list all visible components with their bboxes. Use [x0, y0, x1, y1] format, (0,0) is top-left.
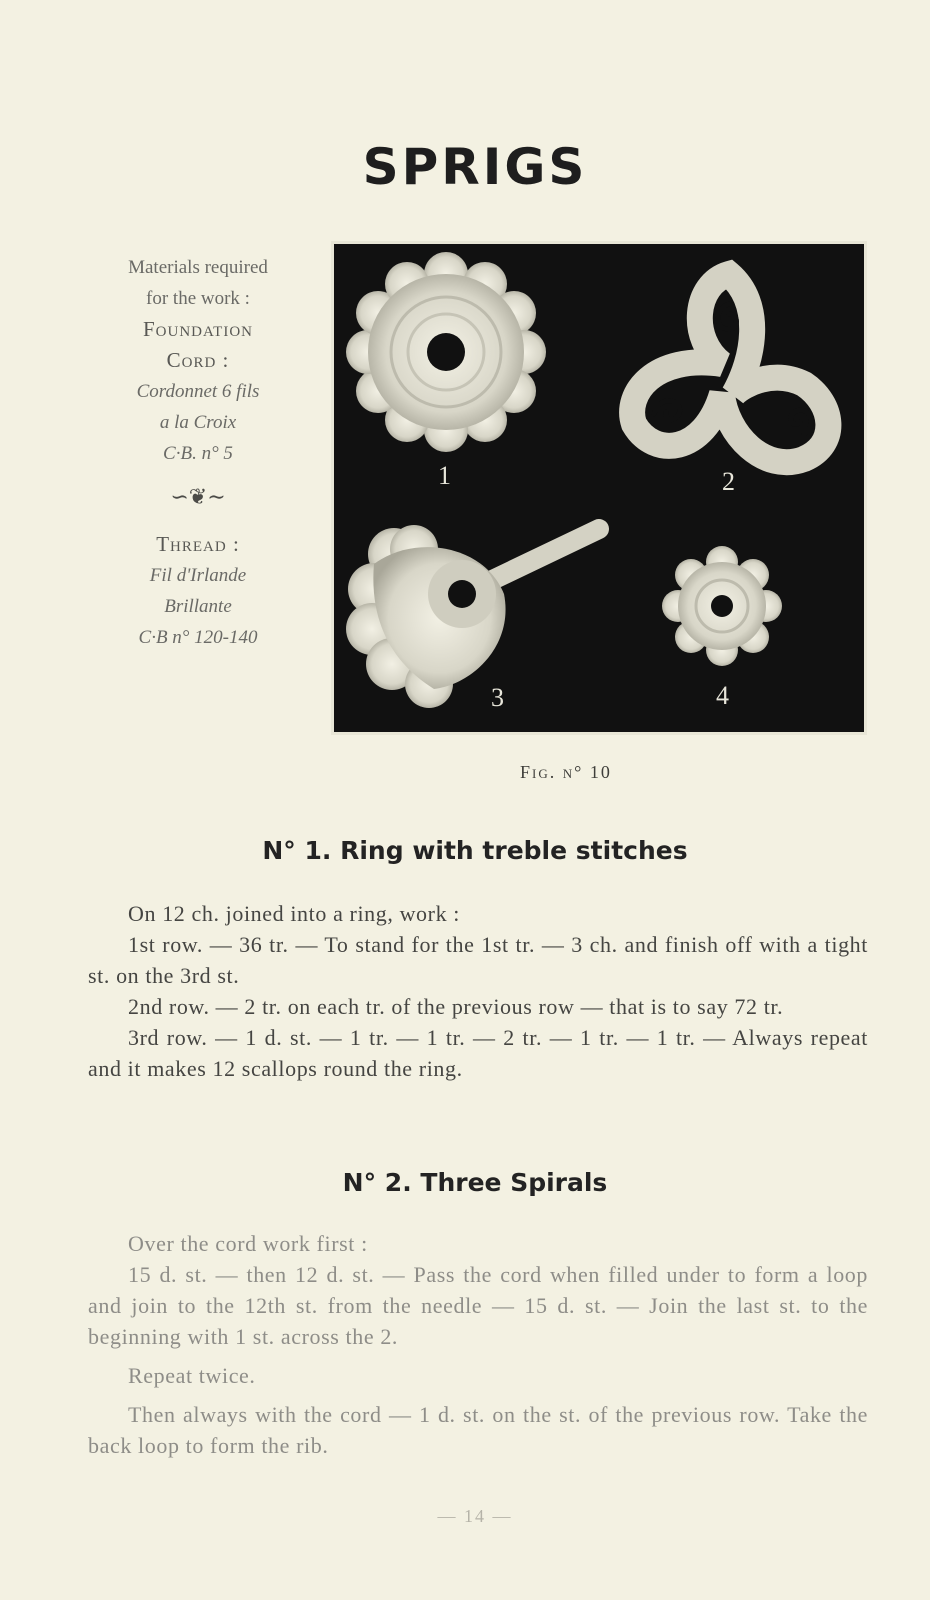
sprig-4-flower-icon — [662, 546, 782, 666]
sprigs-photograph — [334, 244, 864, 732]
foundation-label-line1: Foundation — [142, 317, 253, 341]
section-1-paragraph: 1st row. — 36 tr. — To stand for the 1st tr. — 3 ch. and finish off with a tight st. on the 3rd st. — [88, 932, 868, 988]
figure-label-4: 4 — [716, 681, 729, 710]
materials-intro-line1: Materials required — [128, 257, 268, 278]
section-1-body — [88, 898, 868, 1084]
page-title: SPRIGS — [362, 138, 588, 196]
figure-caption: Fig. n° 10 — [520, 762, 612, 782]
section-1-heading: N° 1. Ring with treble stitches — [262, 836, 688, 865]
section-2-paragraph: 15 d. st. — then 12 d. st. — Pass the cord when filled under to form a loop and join to the 12th st. from the needle — 15 d. st. — Join the last st. to the beginning with 1 st. across the 2. — [88, 1262, 868, 1349]
section-2-paragraph: Over the cord work first : — [128, 1231, 368, 1256]
cord-line3: C·B. n° 5 — [163, 443, 233, 464]
thread-line1: Fil d'Irlande — [149, 565, 247, 586]
section-2-paragraph: Then always with the cord — 1 d. st. on the st. of the previous row. Take the back loop to form the rib. — [88, 1402, 868, 1458]
section-1-paragraph: 2nd row. — 2 tr. on each tr. of the previous row — that is to say 72 tr. — [128, 994, 784, 1019]
page-number: — 14 — — [437, 1506, 513, 1526]
materials-column — [88, 252, 308, 653]
section-2-body — [88, 1228, 868, 1461]
figure-label-1: 1 — [438, 461, 451, 490]
figure-label-2: 2 — [722, 467, 735, 496]
foundation-label-line2: Cord : — [166, 348, 230, 372]
figure-label-3: 3 — [491, 683, 504, 712]
section-1-paragraph: On 12 ch. joined into a ring, work : — [128, 901, 460, 926]
section-2-paragraph: Repeat twice. — [128, 1363, 256, 1388]
cord-line1: Cordonnet 6 fils — [136, 381, 260, 402]
thread-line2: Brillante — [164, 596, 232, 617]
thread-label: Thread : — [156, 532, 240, 556]
section-2-heading: N° 2. Three Spirals — [342, 1168, 608, 1197]
cord-line2: a la Croix — [159, 412, 237, 433]
sprigs-photo-svg — [334, 244, 864, 732]
thread-line3: C·B n° 120-140 — [138, 627, 258, 648]
fleuron-ornament-icon: ∽❦∼ — [170, 484, 226, 509]
section-1-paragraph: 3rd row. — 1 d. st. — 1 tr. — 1 tr. — 2 tr. — 1 tr. — 1 tr. — Always repeat and it makes 12 scallops round the ring. — [88, 1025, 868, 1081]
materials-intro-line2: for the work : — [146, 288, 250, 309]
